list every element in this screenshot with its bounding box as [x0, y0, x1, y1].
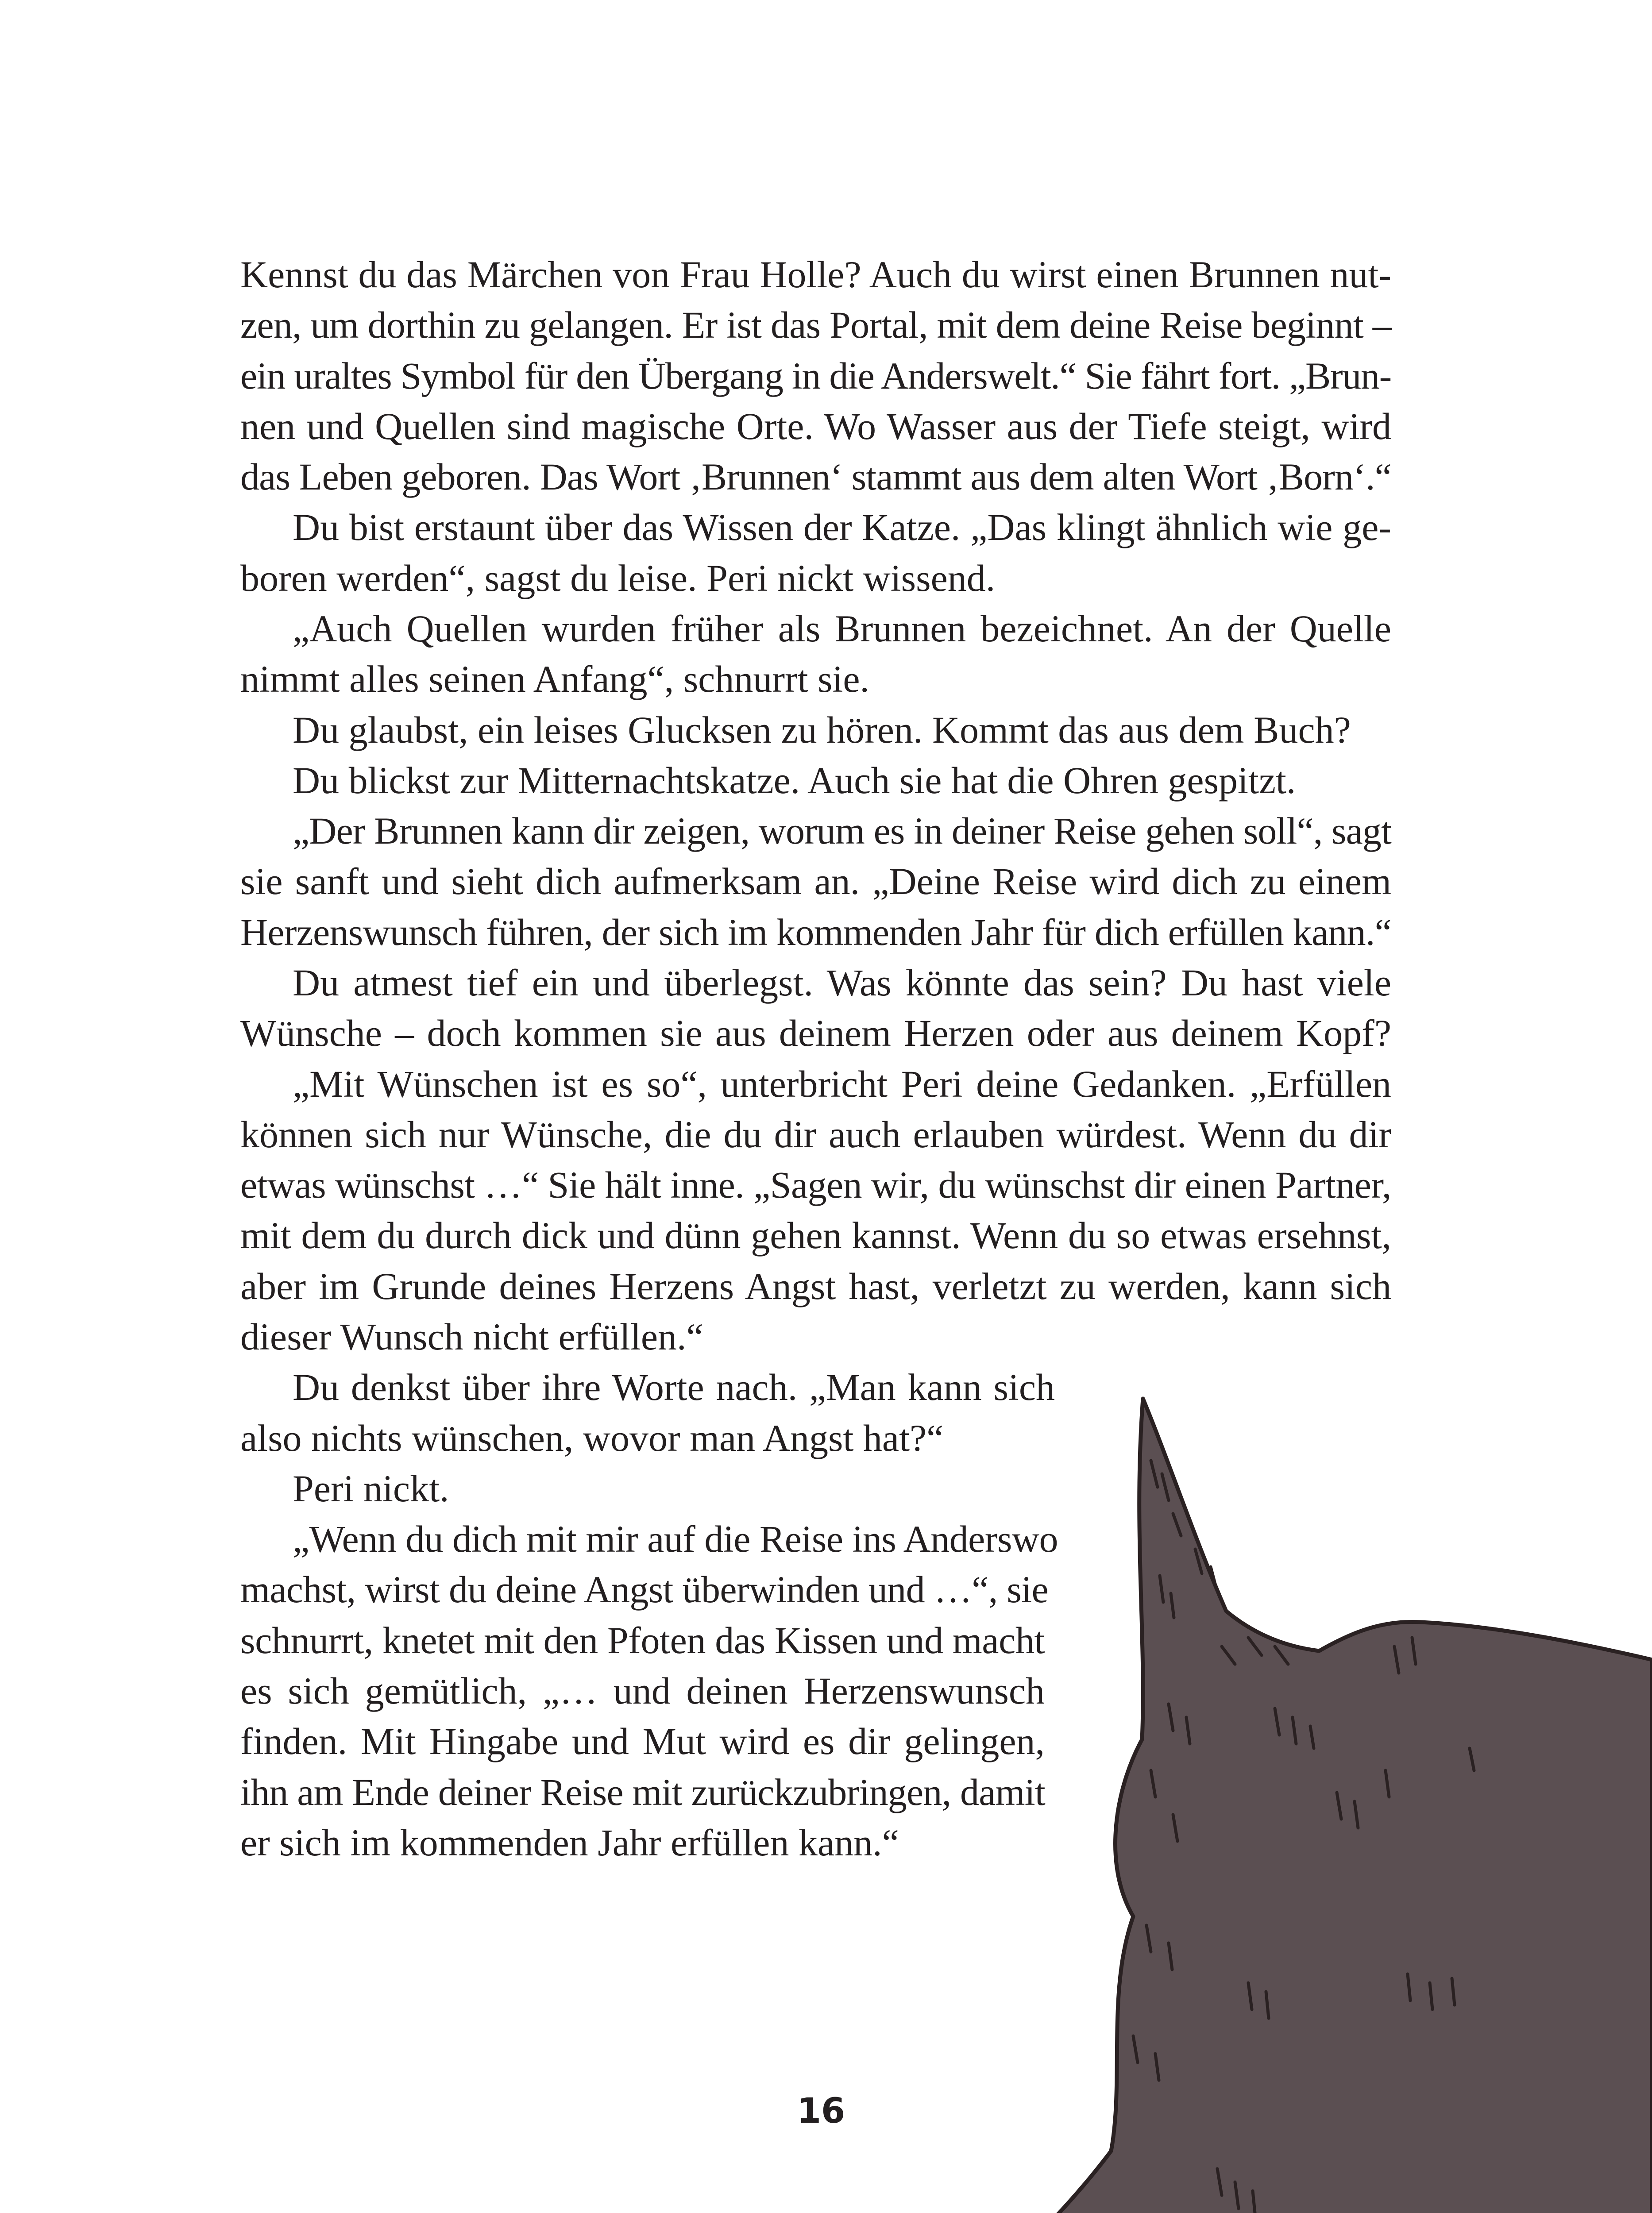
text-line: schnurrt, knetet mit den Pfoten das Kissen und macht: [240, 1619, 1045, 1662]
text-line: boren werden“, sagst du leise. Peri nickt wissend.: [240, 557, 996, 599]
text-line: aber im Grunde deines Herzens Angst hast, verletzt zu werden, kann sich: [240, 1265, 1391, 1307]
text-line: mit dem du durch dick und dünn gehen kannst. Wenn du so etwas ersehnst,: [240, 1214, 1391, 1257]
text-line: Peri nickt.: [293, 1467, 449, 1510]
text-line: etwas wünschst …“ Sie hält inne. „Sagen wir, du wünschst dir einen Partner,: [240, 1164, 1392, 1206]
text-line: Du glaubst, ein leises Glucksen zu hören. Kommt das aus dem Buch?: [293, 709, 1351, 751]
text-line: sie sanft und sieht dich aufmerksam an. „Deine Reise wird dich zu einem: [240, 860, 1391, 902]
page-number: 16: [797, 2091, 845, 2131]
text-line: Wünsche – doch kommen sie aus deinem Herzen oder aus deinem Kopf?: [240, 1012, 1391, 1054]
text-line: Du atmest tief ein und überlegst. Was könnte das sein? Du hast viele: [293, 961, 1391, 1004]
text-line: er sich im kommenden Jahr erfüllen kann.“: [240, 1821, 899, 1864]
text-line: ein uraltes Symbol für den Übergang in die Anderswelt.“ Sie fährt fort. „Brun-: [240, 355, 1391, 397]
text-line: zen, um dorthin zu gelangen. Er ist das Portal, mit dem deine Reise beginnt –: [240, 304, 1391, 346]
text-line: Kennst du das Märchen von Frau Holle? Auch du wirst einen Brunnen nut-: [240, 253, 1391, 296]
text-line: Du blickst zur Mitternachtskatze. Auch sie hat die Ohren gespitzt.: [293, 759, 1296, 802]
text-line: finden. Mit Hingabe und Mut wird es dir gelingen,: [240, 1720, 1045, 1762]
text-line: dieser Wunsch nicht erfüllen.“: [240, 1315, 703, 1358]
text-line: also nichts wünschen, wovor man Angst hat?“: [240, 1417, 944, 1459]
text-line: „Wenn du dich mit mir auf die Reise ins Anderswo: [293, 1518, 1058, 1560]
text-line: können sich nur Wünsche, die du dir auch erlauben würdest. Wenn du dir: [240, 1113, 1391, 1156]
text-line: nen und Quellen sind magische Orte. Wo Wasser aus der Tiefe steigt, wird: [240, 405, 1391, 447]
text-line: ihn am Ende deiner Reise mit zurückzubringen, damit: [240, 1771, 1045, 1813]
text-line: machst, wirst du deine Angst überwinden und …“, sie: [240, 1568, 1048, 1611]
text-line: Du denkst über ihre Worte nach. „Man kann sich: [293, 1366, 1055, 1408]
text-line: es sich gemütlich, „… und deinen Herzenswunsch: [240, 1669, 1045, 1712]
text-line: „Der Brunnen kann dir zeigen, worum es in deiner Reise gehen soll“, sagt: [293, 810, 1391, 852]
text-line: Du bist erstaunt über das Wissen der Katze. „Das klingt ähnlich wie ge-: [293, 506, 1391, 548]
text-line: das Leben geboren. Das Wort ‚Brunnen‘ stammt aus dem alten Wort ‚Born‘.“: [240, 455, 1391, 498]
text-line: Herzenswunsch führen, der sich im kommenden Jahr für dich erfüllen kann.“: [240, 911, 1391, 953]
text-line: „Mit Wünschen ist es so“, unterbricht Peri deine Gedanken. „Erfüllen: [293, 1063, 1391, 1105]
text-line: nimmt alles seinen Anfang“, schnurrt sie.: [240, 658, 870, 700]
cat-silhouette: [969, 1399, 1652, 2213]
text-line: „Auch Quellen wurden früher als Brunnen bezeichnet. An der Quelle: [293, 607, 1391, 650]
